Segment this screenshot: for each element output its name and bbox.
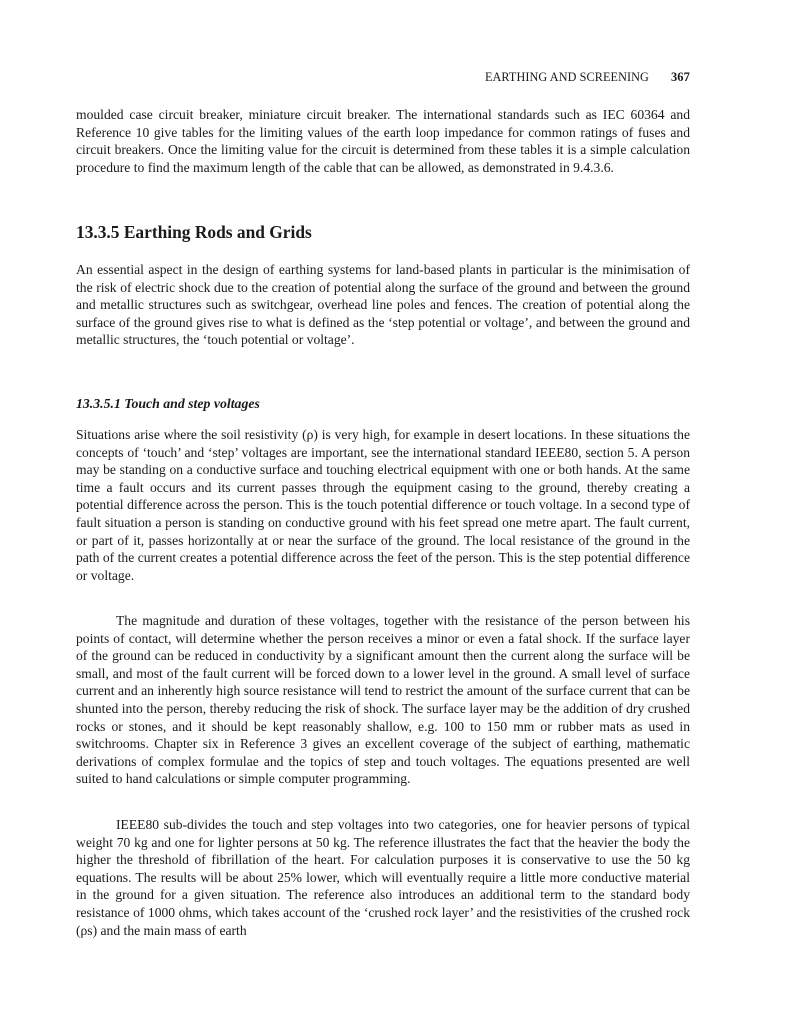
paragraph-touch-step-definition: Situations arise where the soil resistivity (ρ) is very high, for example in desert locations. In these situations the concepts of ‘touch’ and ‘step’ voltages are important, see the international standard IEEE80, section 5. A person may be standing on a conductive surface and touching electrical equipment with one or both hands. At the same time a fault occurs and its current passes through the equipment casing to the ground, thereby creating a potential difference across the person. This is the touch potential difference or touch voltage. In a second type of fault situation a person is standing on conductive ground with his feet spread one metre apart. The fault current, or part of it, passes horizontally at or near the surface of the ground. The local resistance of the ground in the path of the current creates a potential difference across the feet of the person. This is the step potential difference or voltage. — [76, 427, 690, 583]
paragraph-ieee80-categories: IEEE80 sub-divides the touch and step voltages into two categories, one for heavier persons of typical weight 70 kg and one for lighter persons at 50 kg. The reference illustrates the fact that the heavier the body the higher the threshold of fibrillation of the heart. For calculation purposes it is conservative to use the 50 kg equations. The results will be about 25% lower, which will eventually require a little more conductive material in the ground for a given situation. The reference also introduces an additional term to the standard body resistance of 1000 ohms, which takes account of the ‘crushed rock layer’ and the resistivities of the crushed rock (ρs) and the main mass of earth — [76, 817, 690, 938]
paragraph-magnitude-duration: The magnitude and duration of these voltages, together with the resistance of the person between his points of contact, will determine whether the person receives a minor or even a fatal shock. If the surface layer of the ground can be reduced in conductivity by a significant amount then the current along the surface will be small, and most of the fault current will be forced down to a lower level in the ground. A small level of surface current and an inherently high source resistance will tend to restrict the amount of the surface current that can be shunted into the person, thereby reducing the risk of shock. The surface layer may be the addition of dry crushed rocks or stones, and it should be kept reasonably shallow, e.g. 100 to 150 mm or rubber mats as used in switchrooms. Chapter six in Reference 3 gives an excellent coverage of the subject of earthing, mathematic derivations of complex formulae and the topics of step and touch voltages. The equations presented are well suited to hand calculations or simple computer programming. — [76, 613, 690, 787]
running-header — [76, 70, 690, 85]
paragraph-continued: moulded case circuit breaker, miniature circuit breaker. The international standards such as IEC 60364 and Reference 10 give tables for the limiting values of the earth loop impedance for common ratings of fuses and circuit breakers. Once the limiting value for the circuit is determined from these tables it is a simple calculation procedure to find the maximum length of the cable that can be allowed, as demonstrated in 9.4.3.6. — [76, 107, 690, 175]
subsection-heading: 13.3.5.1 Touch and step voltages — [76, 396, 260, 411]
page-number: 367 — [670, 70, 690, 84]
running-title: EARTHING AND SCREENING — [484, 70, 649, 84]
paragraph-earthing-intro: An essential aspect in the design of earthing systems for land-based plants in particular is the minimisation of the risk of electric shock due to the creation of potential along the surface of the ground and between the ground and metallic structures such as switchgear, overhead line poles and fences. The creation of potential along the surface of the ground gives rise to what is defined as the ‘step potential or voltage’, and between the ground and metallic structures, the ‘touch potential or voltage’. — [76, 262, 690, 348]
section-heading: 13.3.5 Earthing Rods and Grids — [76, 222, 312, 242]
